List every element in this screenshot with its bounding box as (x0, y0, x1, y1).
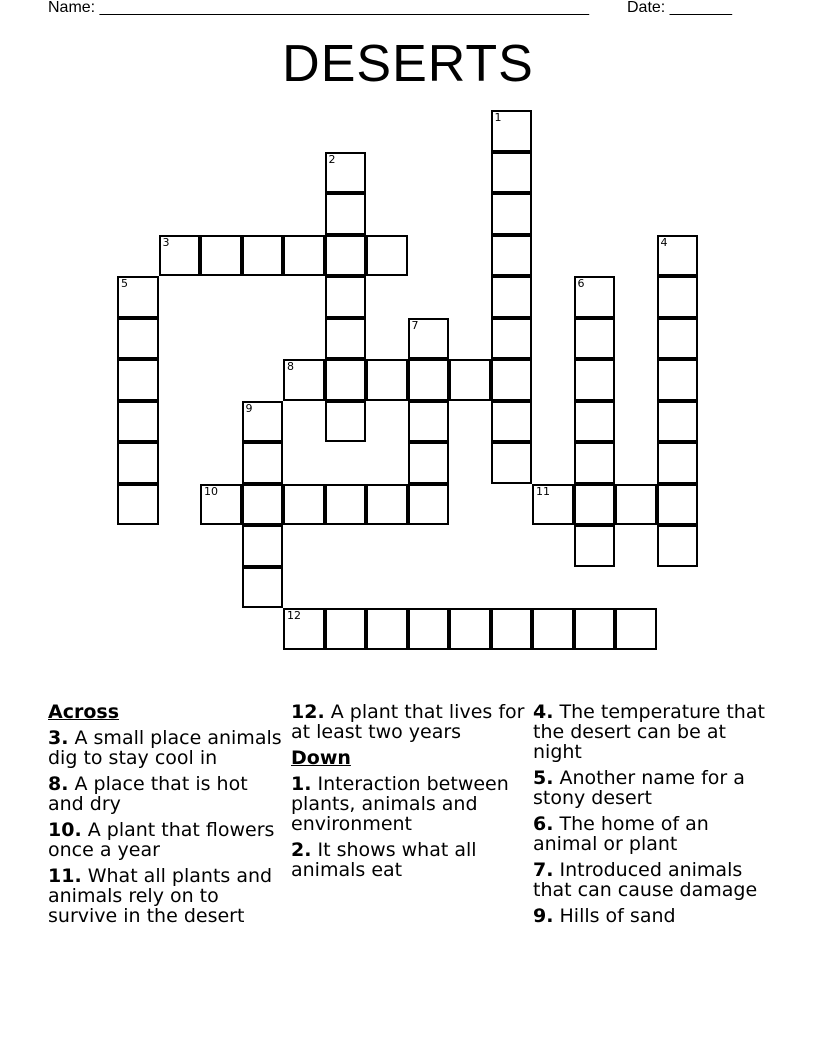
clue-number: 4. (533, 701, 554, 723)
crossword-cell[interactable] (532, 484, 574, 526)
crossword-cell[interactable] (366, 359, 408, 401)
crossword-cell[interactable] (615, 484, 657, 526)
crossword-cell[interactable] (200, 484, 242, 526)
clue-number: 3. (48, 727, 69, 749)
clue-number-label: 9 (245, 401, 253, 415)
clue-column-2 (291, 702, 531, 886)
crossword-cell[interactable] (491, 235, 533, 277)
crossword-cell[interactable] (615, 608, 657, 650)
crossword-cell[interactable] (117, 276, 159, 318)
crossword-cell[interactable] (491, 152, 533, 194)
crossword-cell[interactable] (491, 318, 533, 360)
crossword-cell[interactable] (657, 401, 699, 443)
crossword-cell[interactable] (408, 608, 450, 650)
crossword-cell[interactable] (574, 525, 616, 567)
clue-number: 8. (48, 773, 69, 795)
crossword-cell[interactable] (366, 484, 408, 526)
crossword-cell[interactable] (491, 276, 533, 318)
crossword-cell[interactable] (117, 401, 159, 443)
crossword-cell[interactable] (325, 359, 367, 401)
across-clue-10 (48, 820, 288, 860)
crossword-cell[interactable] (117, 359, 159, 401)
crossword-cell[interactable] (325, 484, 367, 526)
crossword-cell[interactable] (574, 484, 616, 526)
clue-number-label: 6 (577, 277, 585, 290)
crossword-cell[interactable] (325, 608, 367, 650)
crossword-cell[interactable] (325, 401, 367, 443)
clue-text: It shows what all animals eat (291, 839, 477, 881)
crossword-cell[interactable] (574, 359, 616, 401)
crossword-cell[interactable] (242, 567, 284, 609)
crossword-cell[interactable] (657, 442, 699, 484)
down-heading: Down (291, 747, 351, 769)
crossword-cell[interactable] (200, 235, 242, 277)
clue-text: A plant that lives for at least two years (291, 701, 525, 743)
crossword-cell[interactable] (325, 318, 367, 360)
crossword-cell[interactable] (283, 608, 325, 650)
crossword-cell[interactable] (574, 401, 616, 443)
crossword-cell[interactable] (325, 193, 367, 235)
crossword-cell[interactable] (242, 525, 284, 567)
clue-number-label: 4 (660, 235, 668, 249)
crossword-cell[interactable] (325, 152, 367, 194)
clue-text: Introduced animals that can cause damage (533, 859, 758, 901)
crossword-cell[interactable] (657, 484, 699, 526)
clue-number-label: 10 (204, 484, 218, 498)
clue-number-label: 8 (287, 360, 294, 373)
clue-number: 5. (533, 767, 554, 789)
crossword-cell[interactable] (242, 235, 284, 277)
crossword-cell[interactable] (366, 235, 408, 277)
crossword-cell[interactable] (408, 401, 450, 443)
down-clue-6 (533, 814, 773, 854)
clue-number: 11. (48, 865, 82, 887)
crossword-cell[interactable] (242, 442, 284, 484)
crossword-cell[interactable] (117, 484, 159, 526)
clue-text: Hills of sand (559, 905, 676, 927)
crossword-cell[interactable] (491, 442, 533, 484)
crossword-cell[interactable] (283, 484, 325, 526)
clue-text: A place that is hot and dry (48, 773, 248, 815)
crossword-cell[interactable] (491, 359, 533, 401)
clue-number-label: 12 (287, 609, 301, 622)
across-heading: Across (48, 701, 120, 723)
down-clue-5 (533, 768, 773, 808)
crossword-cell[interactable] (366, 608, 408, 650)
clue-number: 10. (48, 819, 82, 841)
crossword-cell[interactable] (408, 484, 450, 526)
crossword-cell[interactable] (325, 235, 367, 277)
crossword-cell[interactable] (574, 608, 616, 650)
crossword-cell[interactable] (574, 276, 616, 318)
clue-number: 9. (533, 905, 554, 927)
crossword-cell[interactable] (657, 525, 699, 567)
crossword-cell[interactable] (117, 318, 159, 360)
clue-text: The temperature that the desert can be at night (533, 701, 765, 763)
crossword-cell[interactable] (491, 110, 533, 152)
clue-text: A small place animals dig to stay cool in (48, 727, 282, 769)
across-clue-8 (48, 774, 288, 814)
clue-text: Another name for a stony desert (533, 767, 745, 809)
clue-number-label: 11 (536, 484, 550, 498)
crossword-cell[interactable] (657, 276, 699, 318)
down-clue-7 (533, 860, 773, 900)
across-clue-12 (291, 702, 531, 742)
clue-text: A plant that flowers once a year (48, 819, 275, 861)
clue-text: What all plants and animals rely on to survive in the desert (48, 865, 273, 927)
clue-number: 1. (291, 773, 312, 795)
crossword-cell[interactable] (117, 442, 159, 484)
page-title: DESERTS (282, 35, 534, 93)
crossword-cell[interactable] (408, 359, 450, 401)
clue-number-label: 3 (162, 235, 170, 249)
clue-column-3 (533, 702, 773, 932)
crossword-cell[interactable] (657, 318, 699, 360)
clue-text: The home of an animal or plant (533, 813, 709, 855)
crossword-cell[interactable] (283, 359, 325, 401)
clue-number: 2. (291, 839, 312, 861)
down-clue-2 (291, 840, 531, 880)
crossword-cell[interactable] (408, 442, 450, 484)
crossword-cell[interactable] (242, 484, 284, 526)
clue-number-label: 1 (494, 111, 502, 124)
crossword-cell[interactable] (242, 401, 284, 443)
crossword-cell[interactable] (574, 442, 616, 484)
clue-column-1 (48, 702, 288, 932)
clue-number-label: 7 (411, 318, 419, 332)
crossword-cell[interactable] (532, 608, 574, 650)
crossword-cell[interactable] (574, 318, 616, 360)
crossword-cell[interactable] (491, 193, 533, 235)
down-clue-4 (533, 702, 773, 762)
crossword-cell[interactable] (491, 608, 533, 650)
down-clue-1 (291, 774, 531, 834)
clue-number: 7. (533, 859, 554, 881)
crossword-cell[interactable] (657, 235, 699, 277)
crossword-cell[interactable] (159, 235, 201, 277)
down-clue-9 (533, 906, 773, 926)
clue-text: Interaction between plants, animals and environment (291, 773, 509, 835)
crossword-cell[interactable] (283, 235, 325, 277)
crossword-cell[interactable] (449, 608, 491, 650)
across-clue-3 (48, 728, 288, 768)
crossword-cell[interactable] (491, 401, 533, 443)
name-field[interactable]: Name: _______________________________________________________ (48, 0, 589, 16)
across-clue-11 (48, 866, 288, 926)
clue-number-label: 2 (328, 152, 336, 166)
crossword-cell[interactable] (408, 318, 450, 360)
crossword-cell[interactable] (657, 359, 699, 401)
clue-number: 12. (291, 701, 325, 723)
crossword-cell[interactable] (325, 276, 367, 318)
clue-number-label: 5 (121, 277, 128, 290)
crossword-cell[interactable] (449, 359, 491, 401)
date-field[interactable]: Date: _______ (627, 0, 732, 16)
clue-number: 6. (533, 813, 554, 835)
